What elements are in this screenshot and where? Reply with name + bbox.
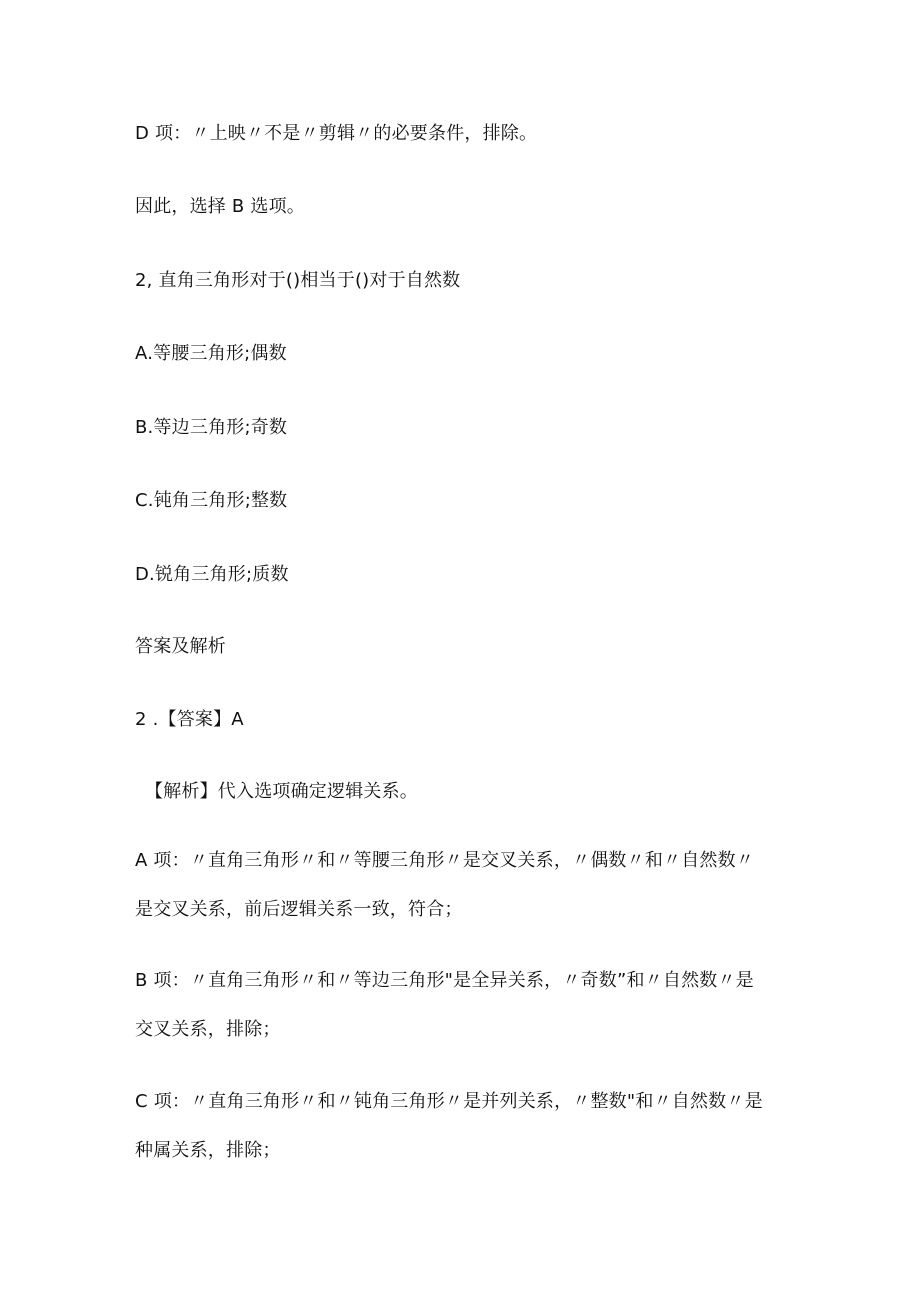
question-2-stem: 2, 直角三角形对于()相当于()对于自然数 — [135, 270, 461, 291]
answer-line: 2 .【答案】A — [135, 709, 244, 730]
analysis-b-line-2: 交叉关系，排除； — [135, 1019, 281, 1040]
analysis-a-line-2: 是交叉关系，前后逻辑关系一致，符合； — [135, 899, 463, 920]
analysis-a-line-1: A 项：〃直角三角形〃和〃等腰三角形〃是交叉关系，〃偶数〃和〃自然数〃 — [135, 850, 755, 871]
option-a: A.等腰三角形;偶数 — [135, 343, 287, 364]
option-d-analysis: D 项：〃上映〃不是〃剪辑〃的必要条件，排除。 — [135, 123, 538, 144]
analysis-c-line-1: C 项：〃直角三角形〃和〃钝角三角形〃是并列关系，〃整数"和〃自然数〃是 — [135, 1091, 763, 1112]
analysis-c-line-2: 种属关系，排除； — [135, 1140, 281, 1161]
option-b: B.等边三角形;奇数 — [135, 417, 288, 438]
analysis-intro: 【解析】代入选项确定逻辑关系。 — [145, 781, 418, 802]
conclusion-line: 因此，选择 B 选项。 — [135, 196, 305, 217]
option-c: C.钝角三角形;整数 — [135, 490, 288, 511]
answer-section-heading: 答案及解析 — [135, 636, 226, 657]
option-d: D.锐角三角形;质数 — [135, 564, 289, 585]
analysis-b-line-1: B 项：〃直角三角形〃和〃等边三角形"是全异关系，〃奇数”和〃自然数〃是 — [135, 970, 754, 991]
